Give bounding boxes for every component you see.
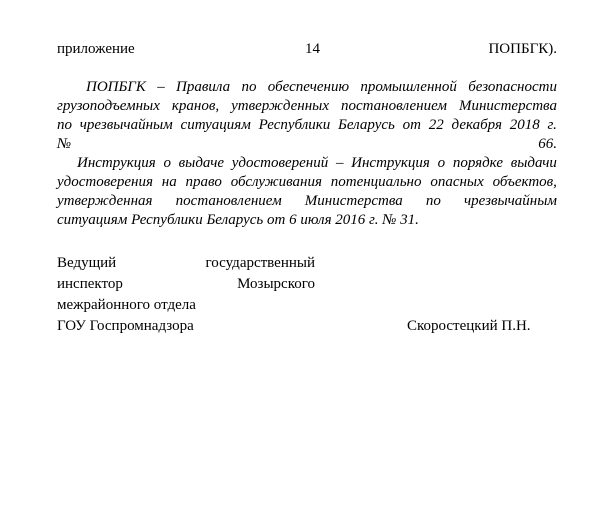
word: Беларусь: [338, 117, 395, 133]
word: удостоверения: [57, 174, 153, 190]
word: государственный: [205, 255, 315, 271]
word: кранов,: [171, 98, 220, 114]
word: инспектор: [57, 276, 123, 292]
word: №: [57, 136, 72, 152]
word: на: [161, 174, 177, 190]
word: удостоверений: [231, 155, 329, 171]
word: Министерства: [458, 98, 557, 114]
word: постановлением: [340, 98, 447, 114]
word: опасных: [430, 174, 484, 190]
word: –: [157, 79, 165, 95]
word: Ведущий: [57, 255, 117, 271]
word: Министерства: [304, 193, 403, 209]
top-row-left: приложение: [57, 41, 135, 57]
word: 66.: [538, 136, 557, 152]
word: о: [437, 155, 446, 171]
word: ситуациям Республики Беларусь от 6 июля 2016 г. № 31.: [57, 212, 419, 228]
word: промышленной: [360, 79, 457, 95]
word: межрайонного отдела: [57, 297, 196, 313]
word: Мозырского: [237, 276, 315, 292]
word: утвержденная: [57, 193, 153, 209]
top-row-page-number: 14: [305, 41, 320, 57]
word: по: [241, 79, 257, 95]
word: объектов,: [492, 174, 557, 190]
signature-line: [57, 295, 315, 316]
paragraph2-line: [57, 211, 557, 230]
paragraph1-line: [86, 78, 557, 97]
word: –: [335, 155, 344, 171]
word: о: [163, 155, 171, 171]
paragraph2-line: [57, 173, 557, 192]
word: чрезвычайным: [464, 193, 557, 209]
signature-line: [57, 274, 315, 295]
word: обеспечению: [267, 79, 350, 95]
word: ситуациям: [180, 117, 251, 133]
word: выдаче: [178, 155, 225, 171]
paragraph1-line: [57, 97, 557, 116]
word: Республики: [258, 117, 331, 133]
word: Инструкция: [351, 155, 430, 171]
word: ГОУ Госпромнадзора: [57, 318, 194, 334]
word: г.: [547, 117, 557, 133]
word: по: [425, 193, 441, 209]
top-row-right: ПОПБГК).: [488, 41, 557, 57]
paragraph2-line: [77, 154, 557, 173]
signature-line: [57, 253, 315, 274]
word: обслуживания: [230, 174, 322, 190]
word: потенциально: [330, 174, 422, 190]
word: ПОПБГК: [86, 79, 146, 95]
word: постановлением: [175, 193, 282, 209]
word: утвержденных: [231, 98, 329, 114]
paragraph2-line: [57, 192, 557, 211]
signature-line: [57, 316, 315, 337]
word: порядке: [452, 155, 503, 171]
word: 2018: [509, 117, 540, 133]
word: Инструкция: [77, 155, 156, 171]
word: 22: [428, 117, 444, 133]
word: от: [402, 117, 421, 133]
word: выдачи: [510, 155, 557, 171]
word: по: [57, 117, 72, 133]
word: Правила: [176, 79, 231, 95]
paragraph1-line: [57, 116, 557, 135]
paragraph1-line: [57, 135, 557, 154]
word: декабря: [451, 117, 502, 133]
signatory-name: Скоростецкий П.Н.: [407, 318, 531, 334]
word: чрезвычайным: [79, 117, 173, 133]
top-row: [57, 40, 557, 59]
word: безопасности: [468, 79, 557, 95]
word: право: [185, 174, 222, 190]
word: грузоподъемных: [57, 98, 160, 114]
